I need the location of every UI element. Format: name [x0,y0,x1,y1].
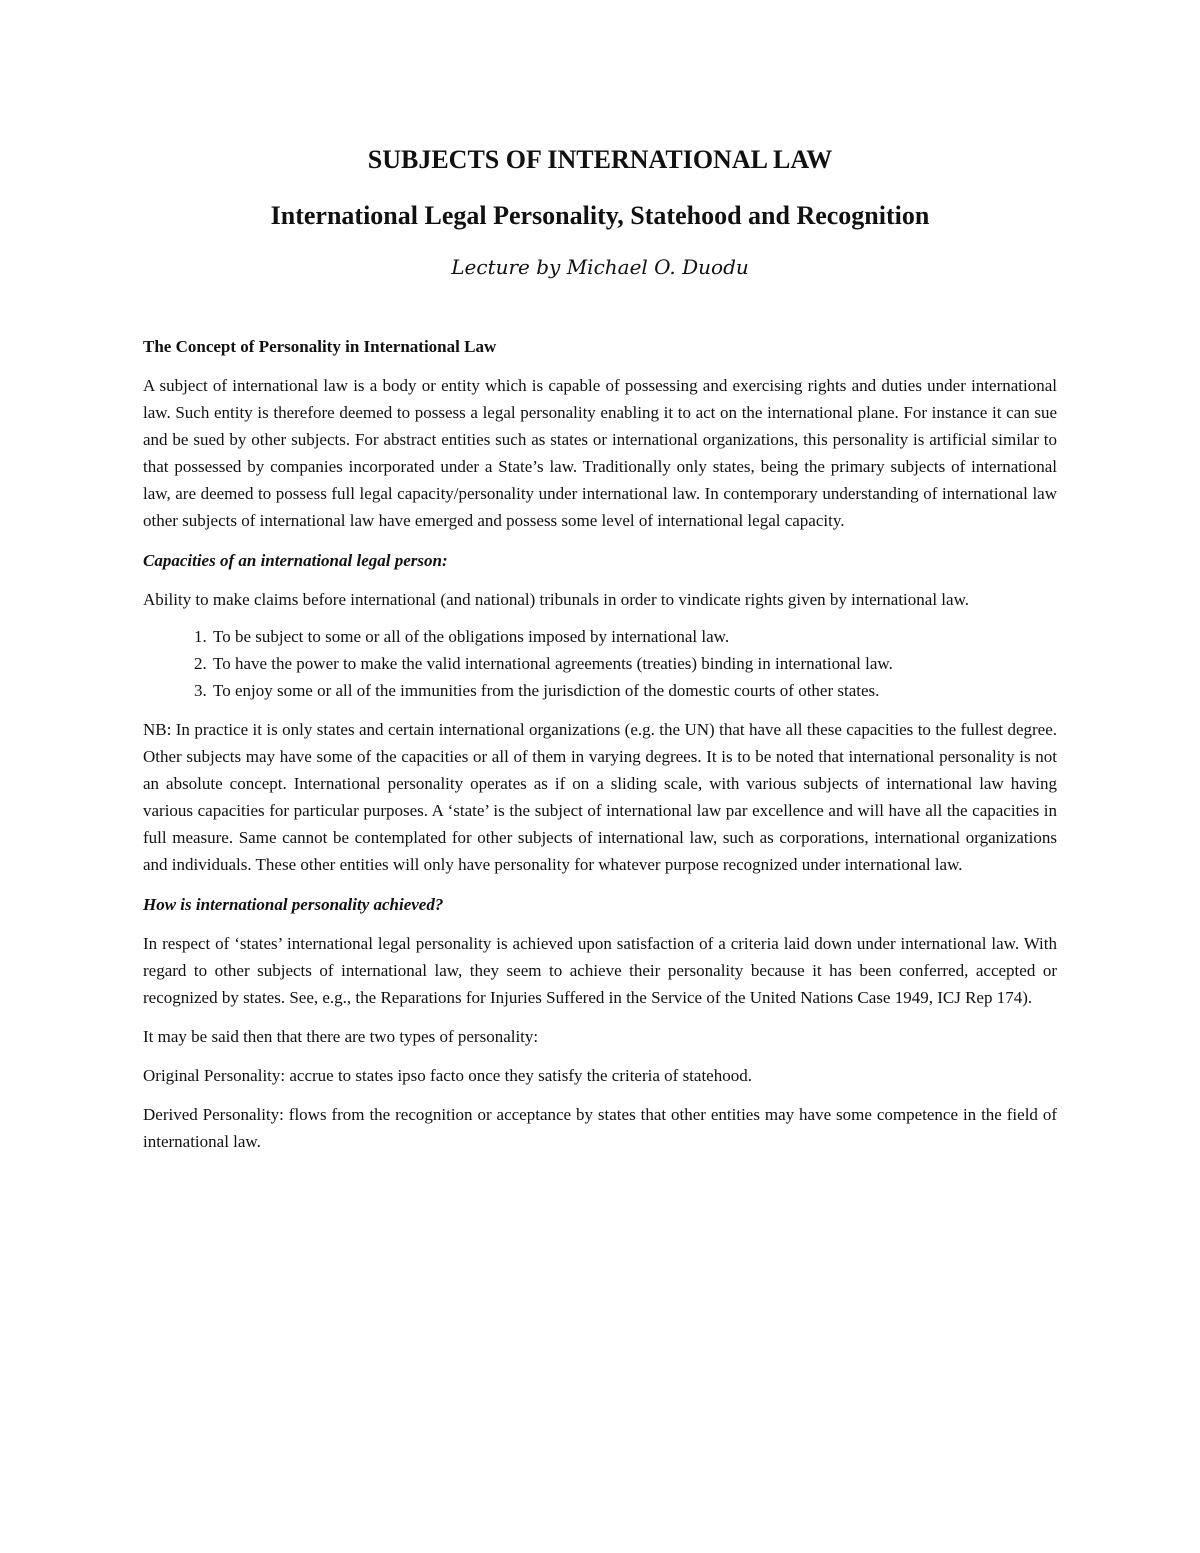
paragraph-achieved: In respect of ‘states’ international legal personality is achieved upon satisfaction of a criteria laid down under international law. With regard to other subjects of international law, they seem to achieve their personality because it has been conferred, accepted or recognized by states. See, e.g., the Reparations for Injuries Suffered in the Service of the United Nations Case 1949, ICJ Rep 174). [143,934,1057,1007]
paragraph-original-personality: Original Personality: accrue to states ipso facto once they satisfy the criteria of statehood. [143,1066,752,1085]
paragraph-note: NB: In practice it is only states and certain international organizations (e.g. the UN) that have all these capacities to the fullest degree. Other subjects may have some of the capacities or all of them in varying degrees. It is to be noted that international personality is not an absolute concept. International personality operates as if on a sliding scale, with various subjects of international law having various capacities for particular purposes. A ‘state’ is the subject of international law par excellence and will have all the capacities in full measure. Same cannot be contemplated for other subjects of international law, such as corporations, international organizations and individuals. These other entities will only have personality for whatever purpose recognized under international law. [143,720,1057,874]
paragraph-concept: A subject of international law is a body or entity which is capable of possessing and exercising rights and duties under international law. Such entity is therefore deemed to possess a legal personality enabling it to act on the international plane. For instance it can sue and be sued by other subjects. For abstract entities such as states or international organizations, this personality is artificial similar to that possessed by companies incorporated under a State’s law. Traditionally only states, being the primary subjects of international law, are deemed to possess full legal capacity/personality under international law. In contemporary understanding of international law other subjects of international law have emerged and possess some level of international legal capacity. [143,376,1057,530]
section-heading-capacities: Capacities of an international legal person: [143,551,448,570]
list-item: 2. To have the power to make the valid international agreements (treaties) binding in international law. [211,650,1057,677]
list-item: 1. To be subject to some or all of the obligations imposed by international law. [211,623,1057,650]
document-subtitle: International Legal Personality, Statehood and Recognition [270,201,930,230]
section-heading-concept: The Concept of Personality in International Law [143,337,497,356]
document-title: SUBJECTS OF INTERNATIONAL LAW [367,145,833,174]
list-item: 3. To enjoy some or all of the immunities from the jurisdiction of the domestic courts of other states. [211,677,1057,704]
capacities-list [143,623,1057,704]
paragraph-capacities-intro: Ability to make claims before international (and national) tribunals in order to vindicate rights given by international law. [143,590,969,609]
document-author: Lecture by Michael O. Duodu [451,255,749,279]
paragraph-two-types: It may be said then that there are two types of personality: [143,1027,539,1046]
section-heading-achieved: How is international personality achieved? [143,895,444,914]
paragraph-derived-personality: Derived Personality: flows from the recognition or acceptance by states that other entities may have some competence in the field of international law. [143,1105,1057,1151]
